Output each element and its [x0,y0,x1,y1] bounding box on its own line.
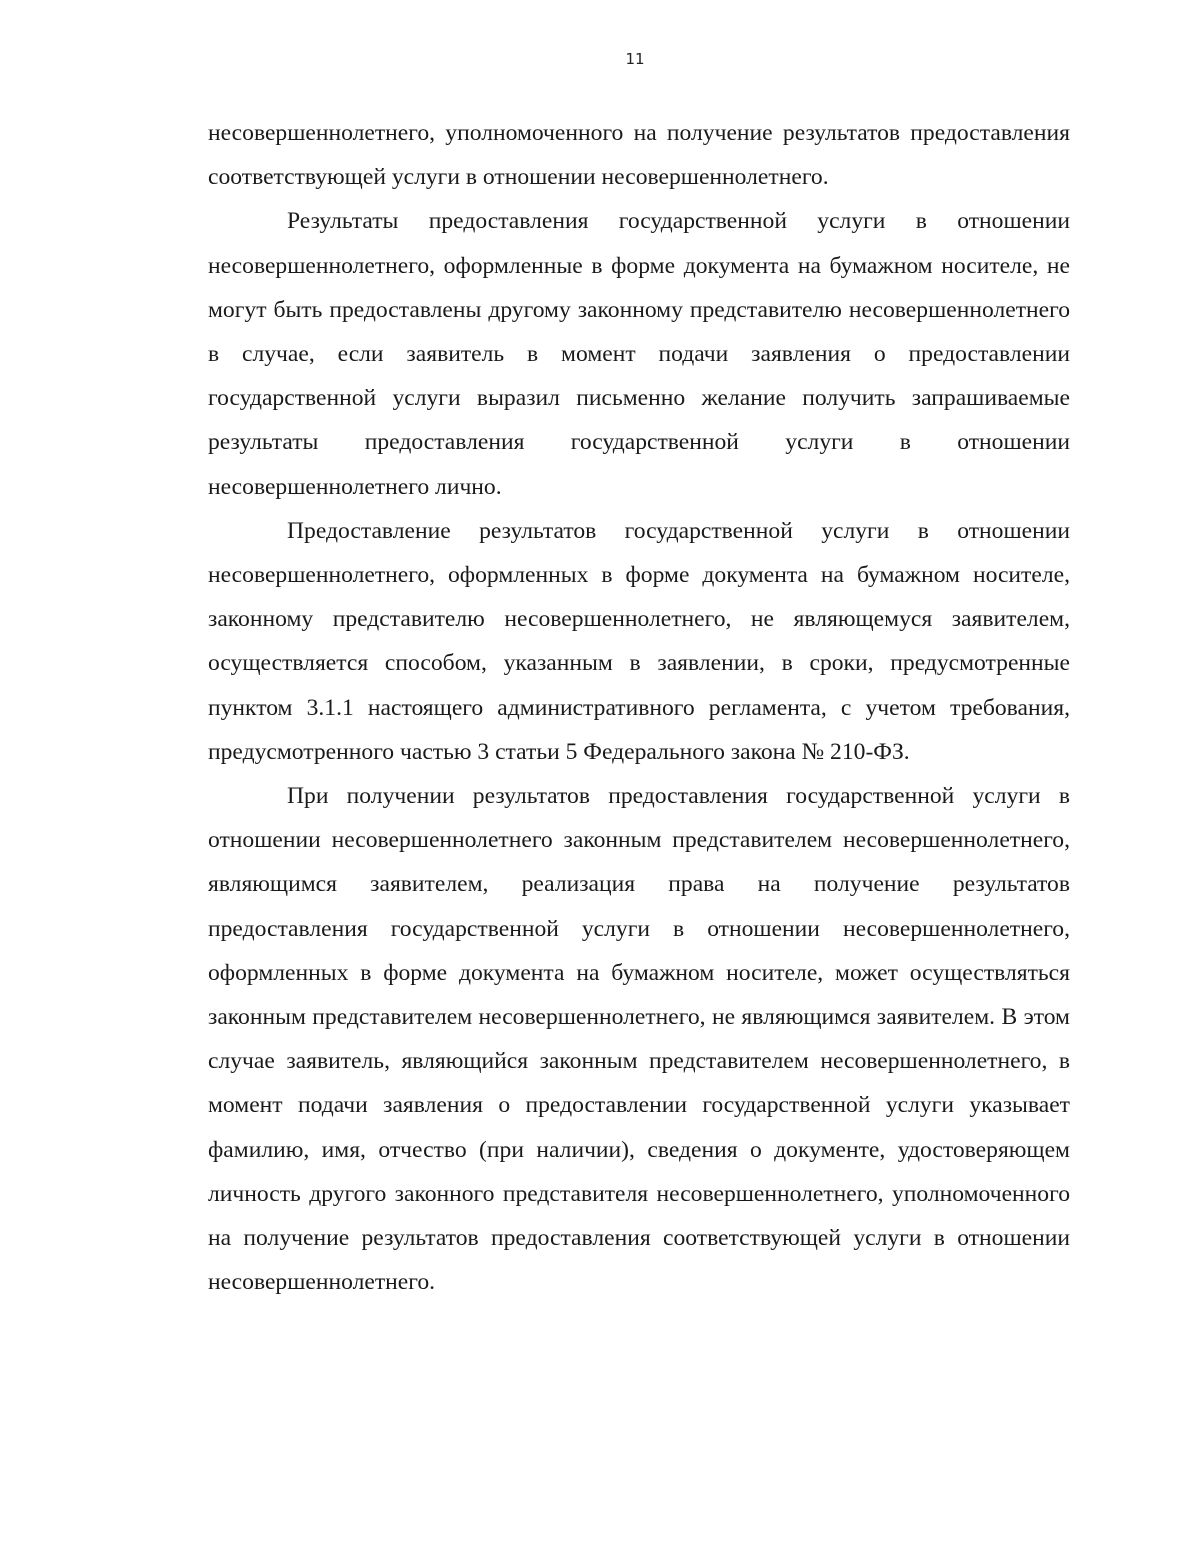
paragraph-receiving-results: При получении результатов предоставления государственной услуги в отношении несовершеннолетнего законным представителем несовершеннолетнего, являющимся заявителем, реализация права на получение результатов предоставления государственной услуги в отношении несовершеннолетнего, оформленных в форме документа на бумажном носителе, может осуществляться законным представителем несовершеннолетнего, не являющимся заявителем. В этом случае заявитель, являющийся законным представителем несовершеннолетнего, в момент подачи заявления о предоставлении государственной услуги указывает фамилию, имя, отчество (при наличии), сведения о документе, удостоверяющем личность другого законного представителя несовершеннолетнего, уполномоченного на получение результатов предоставления соответствующей услуги в отношении несовершеннолетнего. [208,783,1070,1296]
document-body [208,111,1070,1304]
paragraph-results-provision: Предоставление результатов государственной услуги в отношении несовершеннолетнего, оформленных в форме документа на бумажном носителе, законному представителю несовершеннолетнего, не являющемуся заявителем, осуществляется способом, указанным в заявлении, в сроки, предусмотренные пунктом 3.1.1 настоящего административного регламента, с учетом требования, предусмотренного частью 3 статьи 5 Федерального закона № 210-ФЗ. [208,517,1070,765]
paragraph-continuation: несовершеннолетнего, уполномоченного на получение результатов предоставления соответствующей услуги в отношении несовершеннолетнего. [208,120,1070,191]
paragraph-results-not-provided: Результаты предоставления государственной услуги в отношении несовершеннолетнего, оформленные в форме документа на бумажном носителе, не могут быть предоставлены другому законному представителю несовершеннолетнего в случае, если заявитель в момент подачи заявления о предоставлении государственной услуги выразил письменно желание получить запрашиваемые результаты предоставления государственной услуги в отношении несовершеннолетнего лично. [208,208,1070,500]
page-number: 11 [625,50,645,68]
